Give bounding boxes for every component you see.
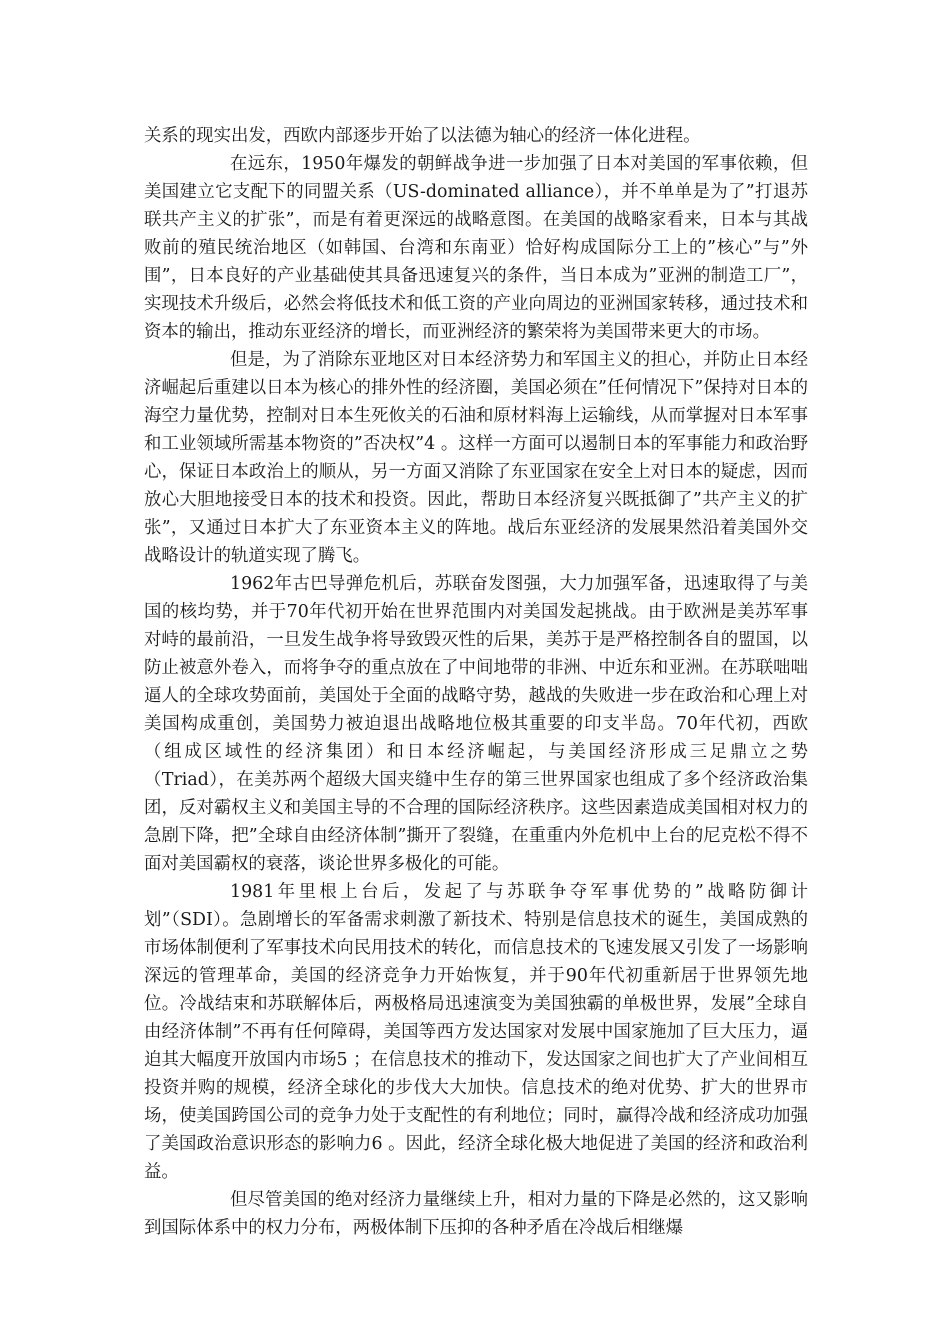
paragraph-2: 在远东，1950年爆发的朝鲜战争进一步加强了日本对美国的军事依赖，但美国建立它支配下的同盟关系（US-dominated alliance），并不单单是为了”打退苏联共产主义的扩张”，而是有着更深远的战略意图。在美国的战略家看来，日本与其战败前的殖民统治地区（如韩国、台湾和东南亚）恰好构成国际分工上的”核心”与”外围”，日本良好的产业基础使其具备迅速复兴的条件，当日本成为”亚洲的制造工厂”，实现技术升级后，必然会将低技术和低工资的产业向周边的亚洲国家转移，通过技术和资本的输出，推动东亚经济的增长，而亚洲经济的繁荣将为美国带来更大的市场。 [144, 154, 808, 342]
paragraph-3: 但是，为了消除东亚地区对日本经济势力和军国主义的担心，并防止日本经济崛起后重建以日本为核心的排外性的经济圈，美国必须在”任何情况下”保持对日本的海空力量优势，控制对日本生死攸关的石油和原材料海上运输线，从而掌握对日本军事和工业领域所需基本物资的”否决权”4 。这样一方面可以遏制日本的军事能力和政治野心，保证日本政治上的顺从，另一方面又消除了东亚国家在安全上对日本的疑虑，因而放心大胆地接受日本的技术和投资。因此，帮助日本经济复兴既抵御了”共产主义的扩张”，又通过日本扩大了东亚资本主义的阵地。战后东亚经济的发展果然沿着美国外交战略设计的轨道实现了腾飞。 [144, 350, 808, 566]
paragraph-6: 但尽管美国的绝对经济力量继续上升，相对力量的下降是必然的，这又影响到国际体系中的权力分布，两极体制下压抑的各种矛盾在冷战后相继爆 [144, 1190, 808, 1238]
paragraph-4: 1962年古巴导弹危机后，苏联奋发图强，大力加强军备，迅速取得了与美国的核均势，并于70年代初开始在世界范围内对美国发起挑战。由于欧洲是美苏军事对峙的最前沿，一旦发生战争将导致毁灭性的后果，美苏于是严格控制各自的盟国，以防止被意外卷入，而将争夺的重点放在了中间地带的非洲、中近东和亚洲。在苏联咄咄逼人的全球攻势面前，美国处于全面的战略守势，越战的失败进一步在政治和心理上对美国构成重创，美国势力被迫退出战略地位极其重要的印支半岛。70年代初，西欧（组成区域性的经济集团）和日本经济崛起，与美国经济形成三足鼎立之势（Triad），在美苏两个超级大国夹缝中生存的第三世界国家也组成了多个经济政治集团，反对霸权主义和美国主导的不合理的国际经济秩序。这些因素造成美国相对权力的急剧下降，把”全球自由经济体制”撕开了裂缝，在重重内外危机中上台的尼克松不得不面对美国霸权的衰落，谈论世界多极化的可能。 [144, 574, 808, 874]
paragraph-1: 关系的现实出发，西欧内部逐步开始了以法德为轴心的经济一体化进程。 [144, 126, 701, 146]
document-page [144, 122, 808, 1242]
paragraph-5: 1981年里根上台后，发起了与苏联争夺军事优势的”战略防御计划”（SDI）。急剧增长的军备需求刺激了新技术、特别是信息技术的诞生，美国成熟的市场体制便利了军事技术向民用技术的转化，而信息技术的飞速发展又引发了一场影响深远的管理革命，美国的经济竞争力开始恢复，并于90年代初重新居于世界领先地位。冷战结束和苏联解体后，两极格局迅速演变为美国独霸的单极世界，发展”全球自由经济体制”不再有任何障碍，美国等西方发达国家对发展中国家施加了巨大压力，逼迫其大幅度开放国内市场5 ；在信息技术的推动下，发达国家之间也扩大了产业间相互投资并购的规模，经济全球化的步伐大大加快。信息技术的绝对优势、扩大的世界市场，使美国跨国公司的竞争力处于支配性的有利地位；同时，赢得冷战和经济成功加强了美国政治意识形态的影响力6 。因此，经济全球化极大地促进了美国的经济和政治利益。 [144, 882, 808, 1182]
